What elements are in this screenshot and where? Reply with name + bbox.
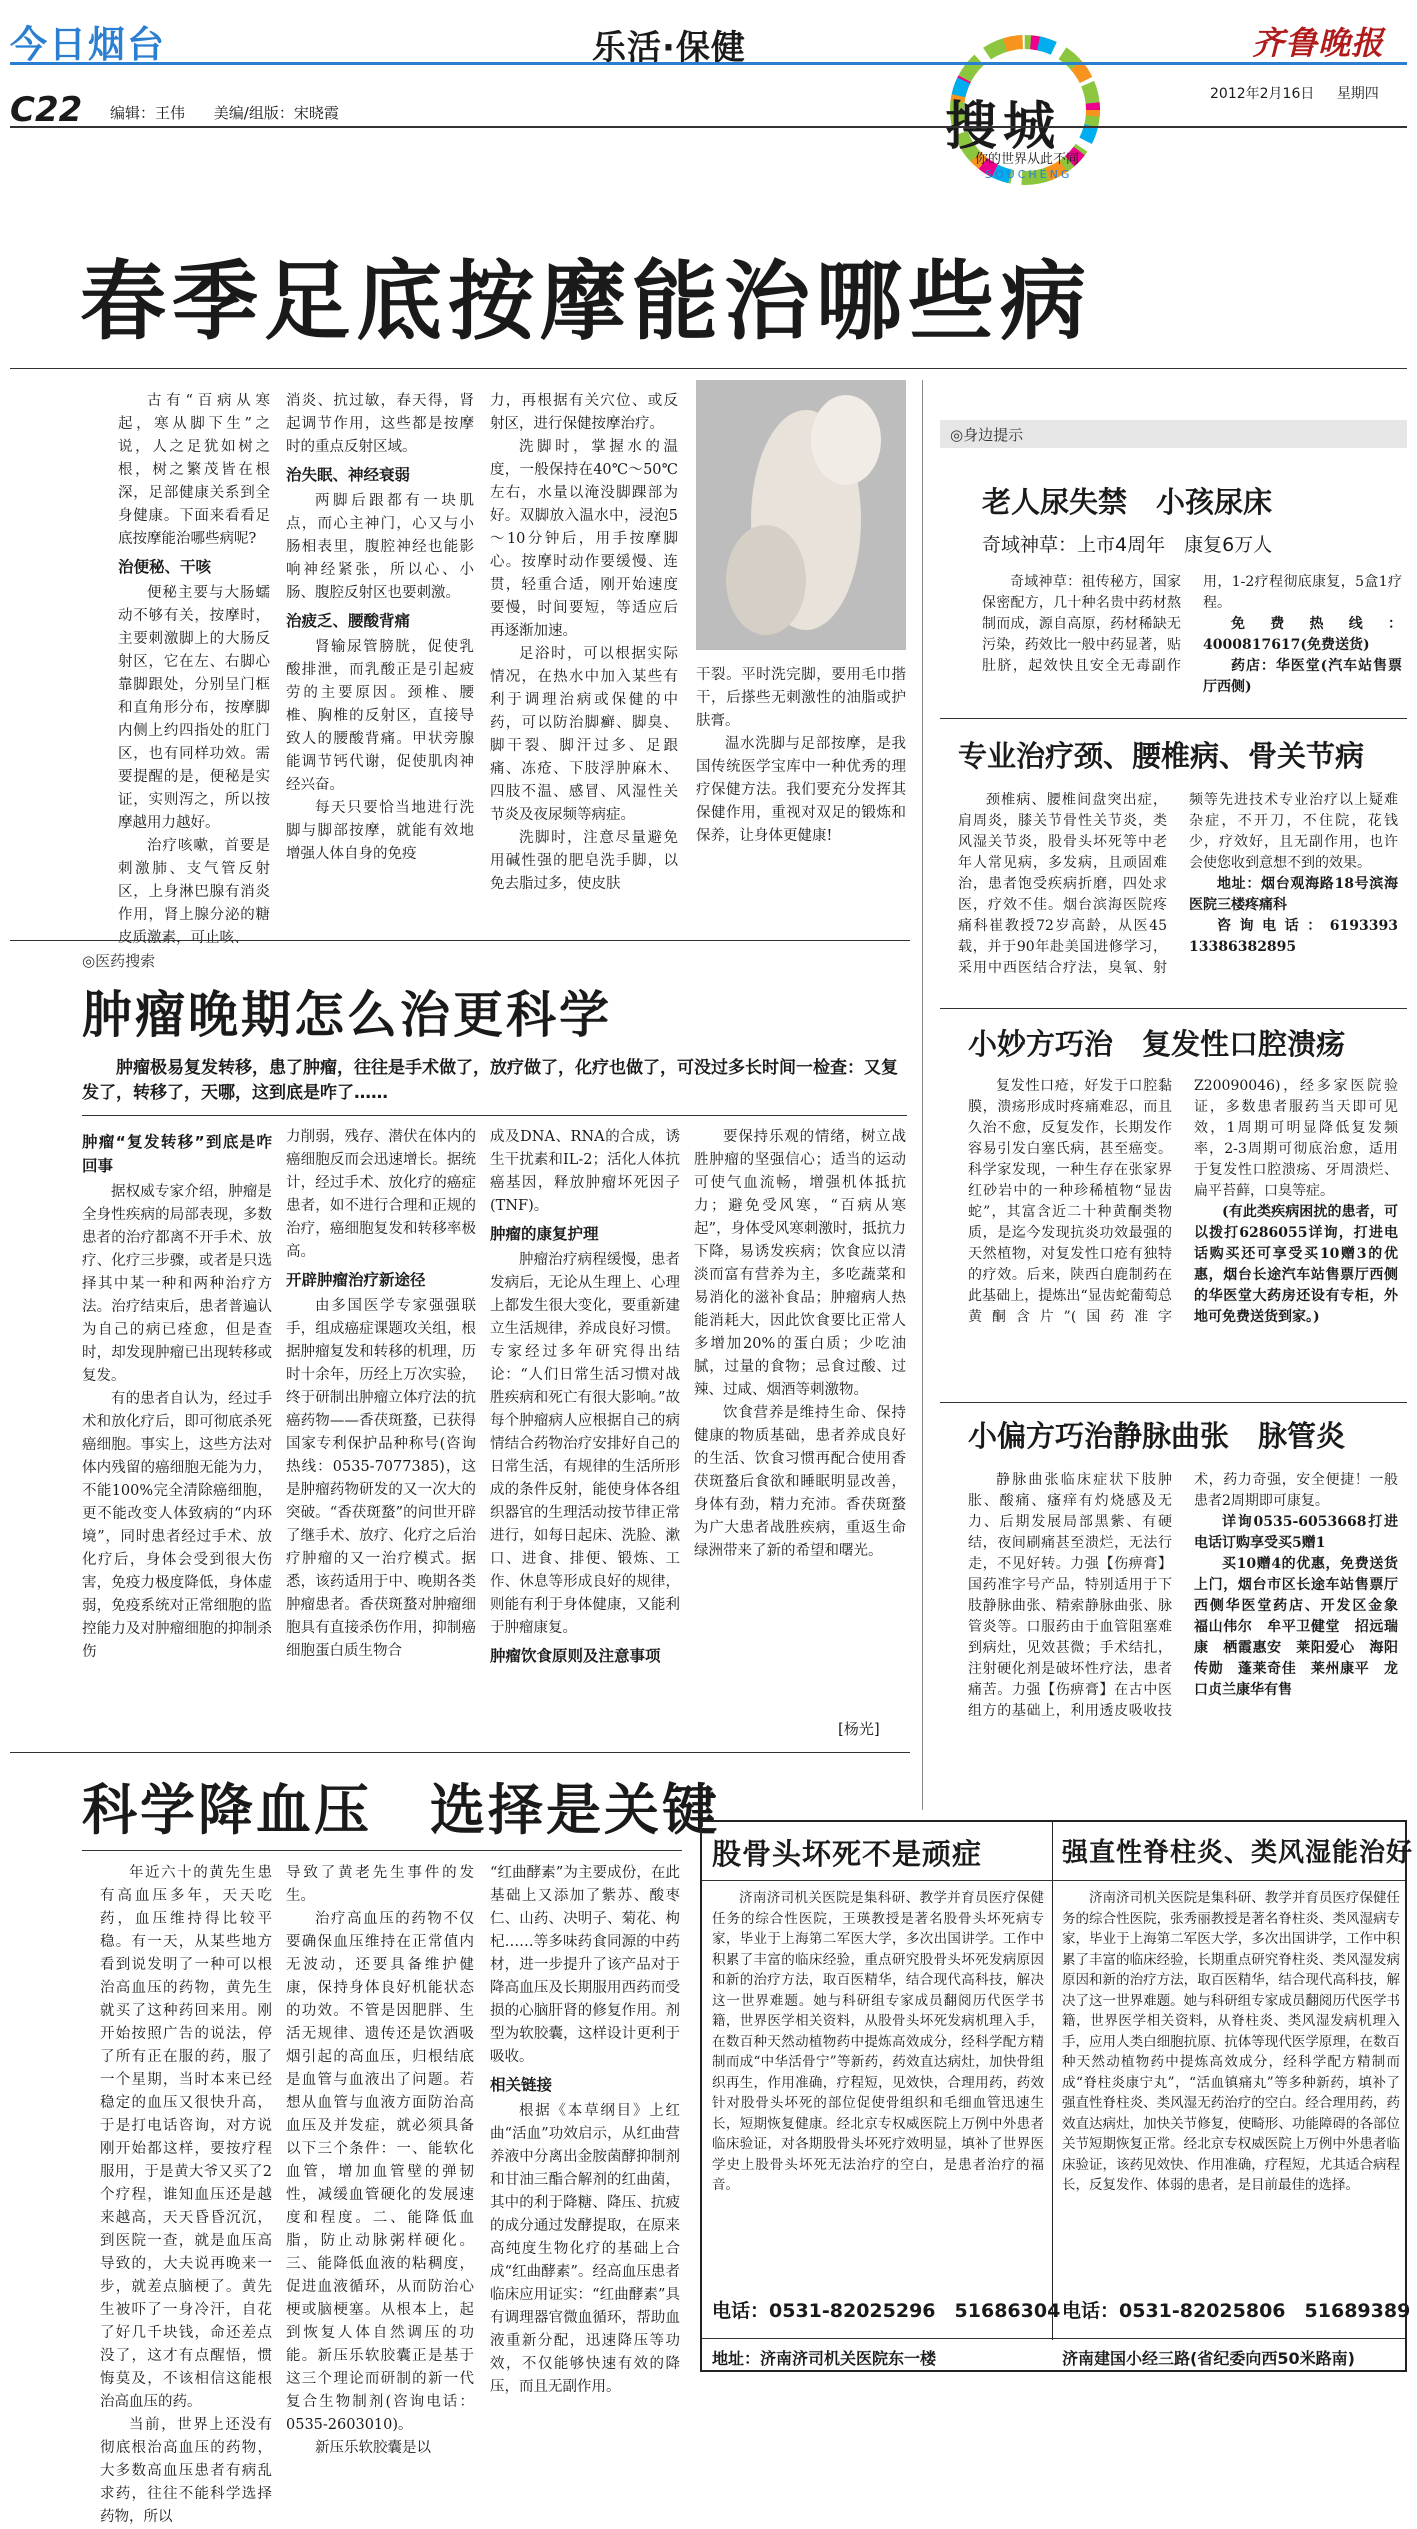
article1-headline: 春季足底按摩能治哪些病 [80, 252, 1092, 352]
ad-right-title: 强直性脊柱炎、类风湿能治好 [1062, 1838, 1414, 1868]
paragraph: 力削弱，残存、潜伏在体内的癌细胞反而会迅速增长。据统计，经过手术、放化疗的癌症患者，如不进行合理和正规的治疗，癌细胞复发和转移率极高。 [286, 1129, 476, 1260]
paragraph: 有的患者自认为，经过手术和放化疗后，即可彻底杀死癌细胞。事实上，这些方法对体内残留的癌细胞无能为力，不能100%完全清除癌细胞，更不能改变人体致病的“内环境”，同时患者经过手术、放化疗后，身体会受到很大伤害，免疫力极度降低，身体虚弱，免疫系统对正常细胞的监控能力及对肿瘤细胞的抑制杀伤 [82, 1391, 272, 1660]
paragraph: 消炎、抗过敏，春天得，肾起调节作用，这些都是按摩时的重点反射区域。 [286, 393, 474, 455]
subheading: 治便秘、干咳 [118, 558, 212, 576]
ad1-pharmacy: 药店：华医堂(汽车站售票厅西侧) [1203, 658, 1402, 695]
subheading: 治失眠、神经衰弱 [286, 466, 411, 484]
ad3-note: (有此类疾病困扰的患者，可以拨打6286055详询，打进电话购买还可享受买10赠3的优惠，烟台长途汽车站售票厅西侧的华医堂大药房还设有专柜，外地可免费送货到家。) [1194, 1204, 1398, 1325]
article1-column-4 [696, 664, 906, 934]
ad-left-title: 股骨头坏死不是顽症 [712, 1837, 983, 1871]
article2-column-3 [490, 1126, 680, 1746]
subheading: 肿瘤“复发转移”到底是咋回事 [82, 1133, 272, 1175]
date: 2012年2月16日 [1210, 86, 1315, 102]
paragraph: 新压乐软胶囊是以 [315, 2440, 431, 2456]
weekday: 星期四 [1336, 86, 1379, 102]
paragraph: 肾输尿管膀胱，促使乳酸排泄，而乳酸正是引起疲劳的主要原因。颈椎、腰椎、胸椎的反射区，直接导致人的腰酸背痛。甲状旁腺能调节钙代谢，促使肌肉神经兴奋。 [286, 639, 474, 793]
ad-right-address: 济南建国小经三路(省纪委向西50米路南) [1062, 2349, 1355, 2368]
logo-tagline: 你的世界从此不同 [975, 152, 1080, 167]
paragraph: 力，再根据有关穴位、或反射区，进行保健按摩治疗。 [490, 393, 678, 432]
ad3-title: 小妙方巧治 复发性口腔溃疡 [968, 1027, 1346, 1061]
ad4-body [968, 1470, 1412, 1810]
article3-column-2 [286, 1862, 474, 2456]
logo-text: 搜城 [945, 97, 1062, 157]
ad4-phone: 详询0535-6053668打进电话订购享受买5赠1 [1194, 1514, 1398, 1551]
foot-massage-photo [696, 380, 906, 650]
subheading: 治疲乏、腰酸背痛 [286, 612, 411, 630]
soucheng-logo [905, 30, 1120, 200]
ad1-subtitle: 奇域神草：上市4周年 康复6万人 [982, 534, 1273, 556]
paragraph: 便秘主要与大肠蠕动不够有关，按摩时，主要刺激脚上的大肠反射区，它在左、右脚心靠脚跟处，分别呈门框和直角形分布，按摩脚内侧上约四指处的肛门区，也有同样功效。需要提醒的是，便秘是实证，实则泻之，所以按摩越用力越好。 [118, 585, 270, 831]
ad4-body-text: 静脉曲张临床症状下肢肿胀、酸痛、瘙痒有灼烧感及无力、后期发展局部黑紫、有硬结，夜间刷痛甚至溃烂，无法行走，不见好转。力强【伤痹膏】国药准字号产品，特别适用于下肢静脉曲张、精索静脉曲张、脉管炎等。口服药由于血管阻塞难到病灶，见效甚微；手术结扎，注射硬化剂是破坏性疗法，患者痛苦。力强【伤痹膏】在古中医组方的基础上，利用透皮吸收技术，药力奇强，安全便捷！一般患者2周期即可康复。 [968, 1472, 1398, 1719]
ad-right-body [1062, 1888, 1400, 2283]
page-number: C22 [10, 90, 83, 130]
paper-name: 齐鲁晚报 [1252, 24, 1385, 62]
subheading: 开辟肿瘤治疗新途径 [286, 1271, 426, 1289]
article2-tag-text: 医药搜索 [95, 952, 156, 970]
article2-tag: ◎医药搜索 [82, 952, 156, 970]
paragraph: 两脚后跟都有一块肌点，而心主神门，心又与小肠相表里，腹腔神经也能影响神经紧张，所以心、小肠、腹腔反射区也要刺激。 [286, 493, 474, 601]
paragraph: 每天只要恰当地进行洗脚与脚部按摩，就能有效地增强人体自身的免疫 [286, 800, 474, 862]
designer: 美编/组版：宋晓霞 [213, 104, 339, 122]
article1-column-1 [118, 390, 270, 946]
ad2-body [958, 790, 1412, 1000]
paragraph: 据权威专家介绍，肿瘤是全身性疾病的局部表现，多数患者的治疗都离不开手术、放疗、化疗三步骤，或者是只选择其中某一种和两种治疗方法。治疗结束后，患者普遍认为自己的病已痊愈，但是查时，却发现肿瘤已出现转移或复发。 [82, 1184, 272, 1384]
editor-line [110, 102, 339, 123]
paragraph: 干裂。平时洗完脚，要用毛巾揩干，后搽些无刺激性的油脂或护肤膏。 [696, 667, 906, 729]
article2-column-1 [82, 1126, 272, 1746]
editor: 编辑：王伟 [110, 104, 186, 122]
ad-left-phone: 电话：0531-82025296 51686304 [712, 2300, 1061, 2322]
subheading: 肿瘤饮食原则及注意事项 [490, 1647, 661, 1665]
article1-column-3 [490, 390, 678, 930]
paragraph: 肿瘤治疗病程缓慢，患者发病后，无论从生理上、心理上都发生很大变化，要重新建立生活规律，养成良好习惯。专家经过多年研究得出结论：“人们日常生活习惯对战胜疾病和死亡有很大影响。”故每个肿瘤病人应根据自己的病情结合药物治疗安排好自己的日常生活，有规律的生活所形成的条件反射，能使身体各组织器官的生理活动按节律正常进行，如每日起床、洗脸、漱口、进食、排便、锻炼、工作、休息等形成良好的规律，则能有利于身体健康，又能利于肿瘤康复。 [490, 1252, 680, 1636]
article2-byline: [杨光] [838, 1720, 880, 1738]
ad1-title: 老人尿失禁 小孩尿床 [982, 485, 1273, 519]
article3-column-1 [100, 1862, 272, 2525]
paragraph: 根据《本草纲目》上红曲“活血”功效启示，从红曲营养液中分离出金胺菌酵抑制剂和甘油三酯合解剂的红曲菌，其中的利于降糖、降压、抗疲的成分通过发酵提取，在原来高纯度生物化疗的基础上合成“红曲酵素”。经高血压患者临床应用证实：“红曲酵素”具有调理器官微血循环，帮助血液重新分配，迅速降压等功效，不仅能够快速有效的降压，而且无副作用。 [490, 2103, 680, 2395]
paragraph: 由多国医学专家强强联手，组成癌症课题攻关组，根据肿瘤复发和转移的机理，历时十余年，历经上万次实验，终于研制出肿瘤立体疗法的抗癌药物——香茯斑蝥，已获得国家专利保护品种称号(咨询热线：0535-7077385)，这是肿瘤药物研发的又一次大的突破。“香茯斑蝥”的问世开辟了继手术、放疗、化疗之后治疗肿瘤的又一治疗模式。据悉，该药适用于中、晚期各类肿瘤患者。香茯斑蝥对肿瘤细胞具有直接杀伤作用，抑制癌细胞蛋白质生物合 [286, 1298, 476, 1659]
ad1-hotline: 免费热线：4000817617(免费送货) [1203, 616, 1402, 653]
ad-left-body-text: 济南济司机关医院是集科研、教学并育员医疗保健任务的综合性医院，王瑛教授是著名股骨头坏死病专家，毕业于上海第二军医大学，多次出国讲学。工作中积累了丰富的临床经验，重点研究股骨头坏死发病原因和新的治疗方法，取百医精华，结合现代高科技，解决这一世界难题。她与科研组专家成员翻阅历代医学书籍，世界医学相关资料，从股骨头坏死发病机理入手，在数百种天然动植物药中提炼高效成分，经科学配方精制而成“中华活骨宁”等新药，药效直达病灶，加快骨组织再生，作用准确，疗程短，见效快，合理用药，药效针对股骨头坏死的部位促使骨组织和毛细血管迅速生长，短期恢复健康。经北京专权威医院上万例中外患者临床验证，对各期股骨头坏死疗效明显，填补了世界医学史上股骨头坏死无法治疗的空白，是患者治疗的福音。 [712, 1890, 1044, 2193]
date-line [1210, 83, 1379, 103]
paragraph: 导致了黄老先生事件的发生。 [286, 1865, 474, 1904]
ad-left-body [712, 1888, 1044, 2283]
ad-right-phone: 电话：0531-82025806 51689389 [1062, 2300, 1411, 2322]
article3-headline: 科学降血压 选择是关键 [82, 1778, 721, 1842]
subheading: 肿瘤的康复护理 [490, 1225, 599, 1243]
article2-column-4 [694, 1126, 906, 1706]
paragraph: 要保持乐观的情绪，树立战胜肿瘤的坚强信心；适当的运动可使气血流畅，增强机体抵抗力；避免受风寒，“百病从寒起”，身体受风寒刺激时，抵抗力下降，易诱发疾病；饮食应以清淡而富有营养为主，多吃蔬菜和易消化的滋补食品；肿瘤病人热能消耗大，因此饮食要比正常人多增加20%的蛋白质；少吃油腻，过量的食物；忌食过酸、过辣、过咸、烟酒等刺激物。 [694, 1129, 906, 1398]
ad3-body [968, 1076, 1398, 1396]
paragraph: 洗脚时，注意尽量避免用碱性强的肥皂洗手脚，以免去脂过多，使皮肤 [490, 830, 678, 892]
ad-right-body-text: 济南济司机关医院是集科研、教学并育员医疗保健任务的综合性医院，张秀丽教授是著名脊柱炎、类风湿病专家，毕业于上海第二军医大学，多次出国讲学，工作中积累了丰富的临床经验，长期重点研究脊柱炎、类风湿发病原因和新的治疗方法，取百医精华，结合现代高科技，解决了这一世界难题。她与科研组专家成员翻阅历代医学书籍，世界医学相关资料，从脊柱炎、类风湿发病机理入手，应用人类白细胞抗原、抗体等现代医学原理，在数百种天然动植物药中提炼高效成分，经科学配方精制而成“脊柱炎康宁丸”，“活血镇痛丸”等多种新药，填补了强直性脊柱炎、类风湿无药治疗的空白。经合理用药，药效直达病灶，加快关节修复，使畸形、功能障碍的各部位关节短期恢复正常。经北京专权威医院上万例中外患者临床验证，该药见效快、作用准确，疗程短，尤其适合病程长，反复发作、体弱的患者，是目前最佳的选择。 [1062, 1890, 1400, 2193]
article2-column-2 [286, 1126, 476, 1746]
section-title-left: 今日烟台 [10, 23, 166, 66]
ad4-offer: 买10赠4的优惠，免费送货上门，烟台市区长途车站售票厅西侧华医堂药店、开发区金象 福山伟尔 牟平卫健堂 招远瑞康 栖霞惠安 莱阳爱心 海阳传勋 蓬莱奇佳 莱州康平 龙口贞兰康华有售 [1194, 1556, 1412, 1698]
section-title-mid: 乐活·保健 [592, 28, 746, 68]
sidebar-tag-text: 身边提示 [963, 426, 1024, 444]
paragraph: 足浴时，可以根据实际情况，在热水中加入某些有利于调理治病或保健的中药，可以防治脚癣、脚臭、脚干裂、脚汗过多、足跟痛、冻疮、下肢浮肿麻木、四肢不温、感冒、风湿性关节炎及夜尿频等病症。 [490, 646, 678, 823]
paragraph: “红曲酵素”为主要成份，在此基础上又添加了紫苏、酸枣仁、山药、决明子、菊花、枸杞……等多味药食同源的中药材，进一步提升了该产品对于降高血压及长期服用西药而受损的心脑肝肾的修复作用。剂型为软胶囊，这样设计更利于吸收。 [490, 1865, 680, 2065]
ad2-phone: 咨询电话：6193393 13386382895 [1189, 918, 1412, 955]
paragraph: 古有“百病从寒起，寒从脚下生”之说，人之足犹如树之根，树之繁茂皆在根深，足部健康关系到全身健康。下面来看看足底按摩能治哪些病呢? [118, 393, 270, 547]
ad4-title: 小偏方巧治静脉曲张 脉管炎 [968, 1419, 1346, 1453]
paragraph: 年近六十的黄先生患有高血压多年，天天吃药，血压维持得比较平稳。有一天，从某些地方看到说发明了一种可以根治高血压的药物，黄先生就买了这种药回来用。刚开始按照广告的说法，停了所有正在服的药，服了一个星期，当时本来已经稳定的血压又很快升高，于是打电话咨询，对方说刚开始都这样，要按疗程服用，于是黄大爷又买了2个疗程，谁知血压还是越来越高，天天昏昏沉沉，到医院一查，就是血压高导致的，大夫说再晚来一步，就差点脑梗了。黄先生被吓了一身冷汗，自花了好几千块钱，命还差点没了，这才有点醒悟，惯悔莫及，不该相信这能根治高血压的药。 [100, 1865, 272, 2410]
ad2-body-text: 颈椎病、腰椎间盘突出症，肩周炎，膝关节骨性关节炎，类风湿关节炎，股骨头坏死等中老年人常见病，多发病，且顽固难治，患者饱受疾病折磨，四处求医，疗效不佳。烟台滨海医院疼痛科崔教授72岁高龄，从医45载，并于90年赴美国进修学习，采用中西医结合疗法，臭氧、射频等先进技术专业治疗以上疑难杂症，不开刀，不住院，花钱少，疗效好，且无副作用，也许会使您收到意想不到的效果。 [958, 792, 1398, 976]
article2-intro: 肿瘤极易复发转移，患了肿瘤，往往是手术做了，放疗做了，化疗也做了，可没过多长时间一检查：又复发了，转移了，天哪，这到底是咋了…… [82, 1058, 898, 1103]
article1-column-2 [286, 390, 474, 930]
ad2-address: 地址：烟台观海路18号滨海医院三楼疼痛科 [1189, 876, 1398, 913]
paragraph: 温水洗脚与足部按摩，是我国传统医学宝库中一种优秀的理疗保健方法。我们要充分发挥其保健作用，重视对双足的锻炼和保养，让身体更健康! [696, 736, 906, 844]
paragraph: 洗脚时，掌握水的温度，一般保持在40℃～50℃左右，水量以淹没脚踝部为好。双脚放入温水中，浸泡5～10分钟后，用手按摩脚心。按摩时动作要缓慢、连贯，轻重合适，刚开始速度要慢，时间要短，等适应后再逐渐加速。 [490, 439, 678, 639]
paragraph: 成及DNA、RNA的合成，诱生干扰素和IL-2；活化人体抗癌基因，释放肿瘤坏死因子(TNF)。 [490, 1129, 680, 1214]
ad3-body-text: 复发性口疮，好发于口腔黏膜，溃疡形成时疼痛难忍，而且久治不愈，反复发作，长期发作容易引发白塞氏病，甚至癌变。科学家发现，一种生存在张家界红砂岩中的一种珍稀植物“显齿蛇”，其富含近二十种黄酮类物质，是迄今发现抗炎功效最强的天然植物，对复发性口疮有独特的疗效。后来，陕西白鹿制药在此基础上，提炼出“显齿蛇葡萄总黄酮含片”(国药准字Z20090046)，经多家医院验证，多数患者服药当天即可见效，1周期可明显降低复发频率，2-3周期可彻底治愈，适用于复发性口腔溃疡、牙周溃烂、扁平苔藓，口臭等症。 [968, 1078, 1398, 1325]
foot-photo-icon [696, 380, 906, 650]
subheading: 相关链接 [490, 2076, 553, 2094]
ad-left-address: 地址：济南济司机关医院东一楼 [712, 2349, 937, 2368]
paragraph: 当前，世界上还没有彻底根治高血压的药物，大多数高血压患者有病乱求药，往往不能科学选择药物，所以 [100, 2417, 272, 2525]
article2-headline: 肿瘤晚期怎么治更科学 [82, 986, 612, 1044]
logo-en: SOUCHENG [985, 168, 1073, 181]
sidebar-tag: ◎身边提示 [950, 426, 1024, 444]
paragraph: 治疗高血压的药物不仅要确保血压维持在正常值内无波动，还要具备维护健康，保持身体良好机能状态的功效。不管是因肥胖、生活无规律、遗传还是饮酒吸烟引起的高血压，归根结底是血管与血液出了问题。若想从血管与血液方面防治高血压及并发症，就必须具备以下三个条件：一、能软化血管，增加血管壁的弹韧性，减缓血管硬化的发展速度和程度。二、能降低血脂，防止动脉粥样硬化。三、能降低血液的粘稠度，促进血液循环，从而防治心梗或脑梗塞。从根本上，起到恢复人体自然调压的功能。新压乐软胶囊正是基于这三个理论而研制的新一代复合生物制剂(咨询电话：0535-2603010)。 [286, 1911, 474, 2433]
ad1-body-text: 奇域神草：祖传秘方，国家保密配方，几十种名贵中药材熬制而成，源自高原，药材稀缺无污染，药效比一般中药显著，贴肚脐，起效快且安全无毒副作用，1-2疗程彻底康复，5盒1疗程。 [982, 574, 1402, 674]
ad2-title: 专业治疗颈、腰椎病、骨关节病 [958, 739, 1365, 773]
paragraph: 治疗咳嗽，首要是刺激肺、支气管反射区，上身淋巴腺有消炎作用，肾上腺分泌的糖皮质激素，可止咳、 [118, 838, 270, 946]
paragraph: 饮食营养是维持生命、保持健康的物质基础，患者养成良好的生活、饮食习惯再配合使用香茯斑蝥后食欲和睡眠明显改善，身体有劲，精力充沛。香茯斑蝥为广大患者战胜疾病，重返生命绿洲带来了新的希望和曙光。 [694, 1405, 906, 1559]
ad1-body [982, 572, 1402, 712]
article3-column-3 [490, 1862, 680, 2395]
